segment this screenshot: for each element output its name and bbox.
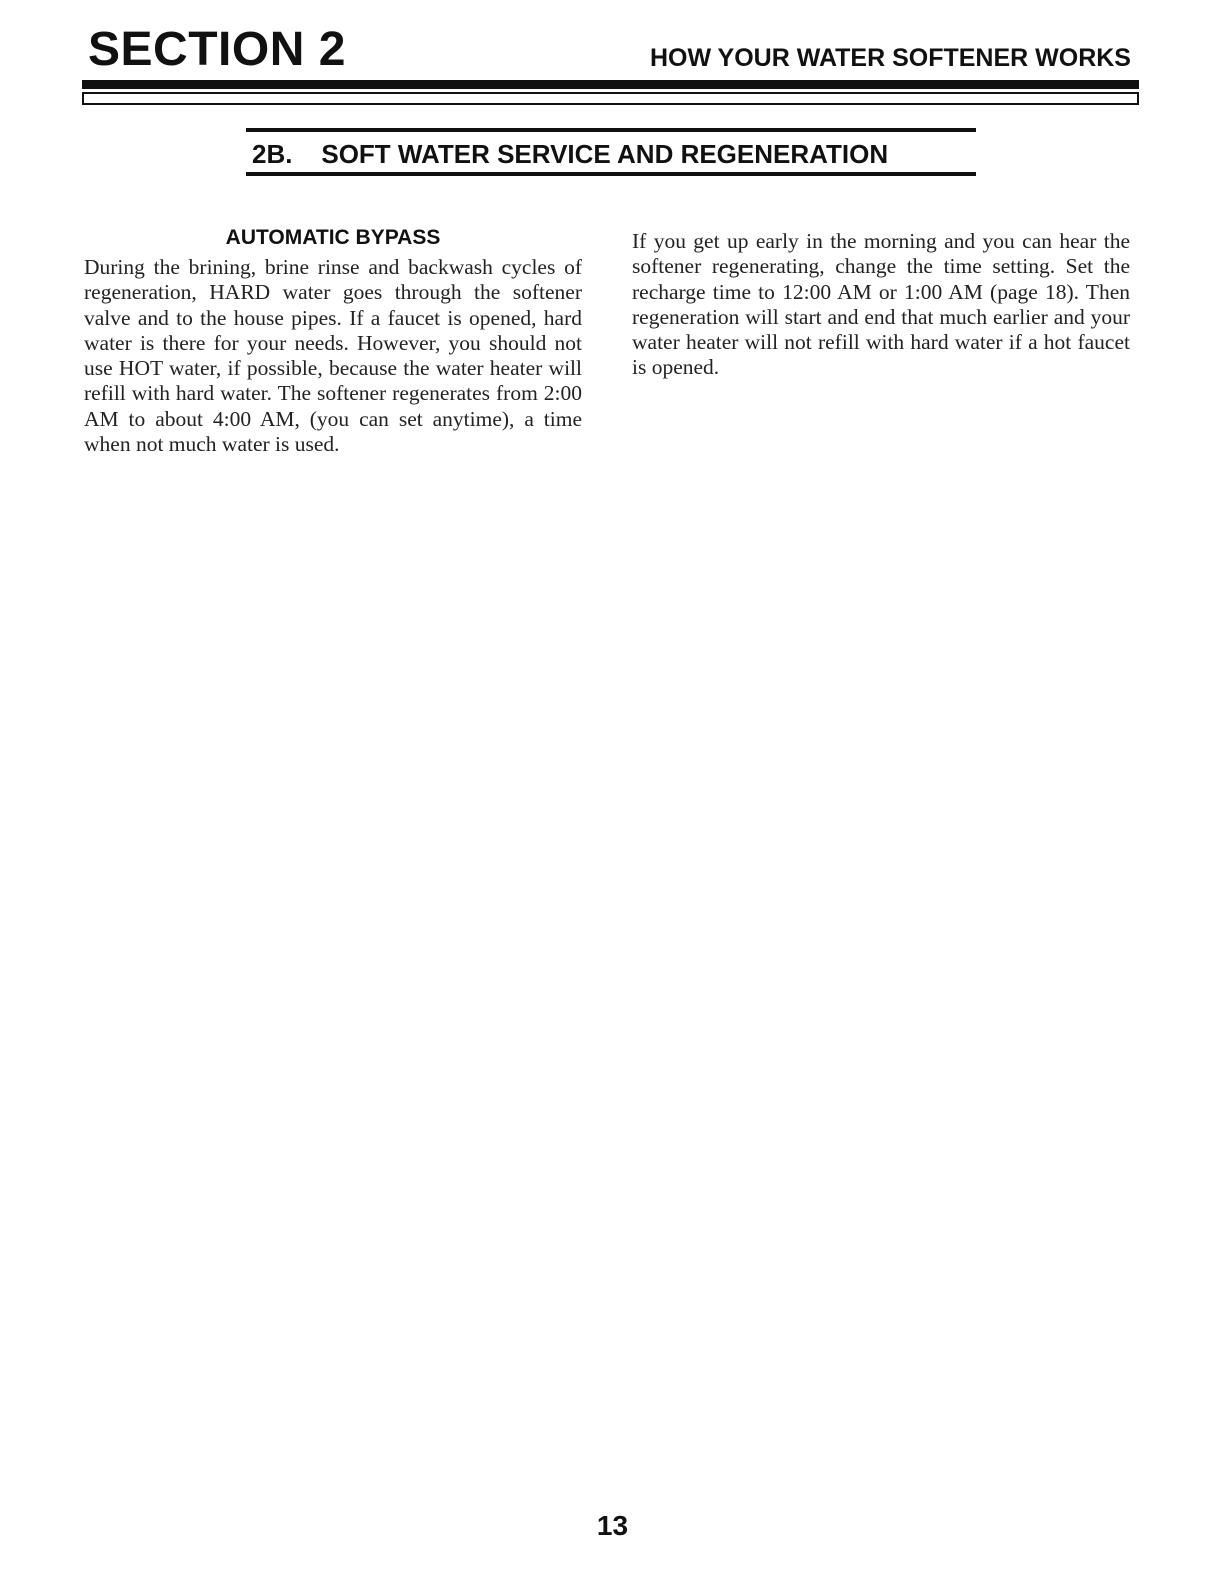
- automatic-bypass-heading: AUTOMATIC BYPASS: [225, 226, 441, 249]
- header-rule-outline: [82, 92, 1139, 105]
- subsection-top-rule: [246, 128, 976, 132]
- page-number: 13: [596, 1510, 629, 1541]
- header-rule-thick: [82, 80, 1139, 89]
- section-subtitle: HOW YOUR WATER SOFTENER WORKS: [649, 44, 1131, 72]
- subsection-heading: 2B. SOFT WATER SERVICE AND REGENERATION: [252, 139, 889, 169]
- recharge-time-paragraph: If you get up early in the morning and you can hear the softener regenerating, change the time setting. Set the recharge time to 12:00 AM or 1:00 AM (page 18). Then regeneration will start and end that much earlier and your water heater will not refill with hard water if a hot faucet is opened.: [632, 229, 1130, 380]
- section-title: SECTION 2: [88, 23, 346, 76]
- automatic-bypass-paragraph: During the brining, brine rinse and backwash cycles of regeneration, HARD water goes through the softener valve and to the house pipes. If a faucet is opened, hard water is there for your needs. However, you should not use HOT water, if possible, because the water heater will refill with hard water. The softener regenerates from 2:00 AM to about 4:00 AM, (you can set anytime), a time when not much water is used.: [84, 255, 582, 457]
- subsection-bottom-rule: [246, 172, 976, 176]
